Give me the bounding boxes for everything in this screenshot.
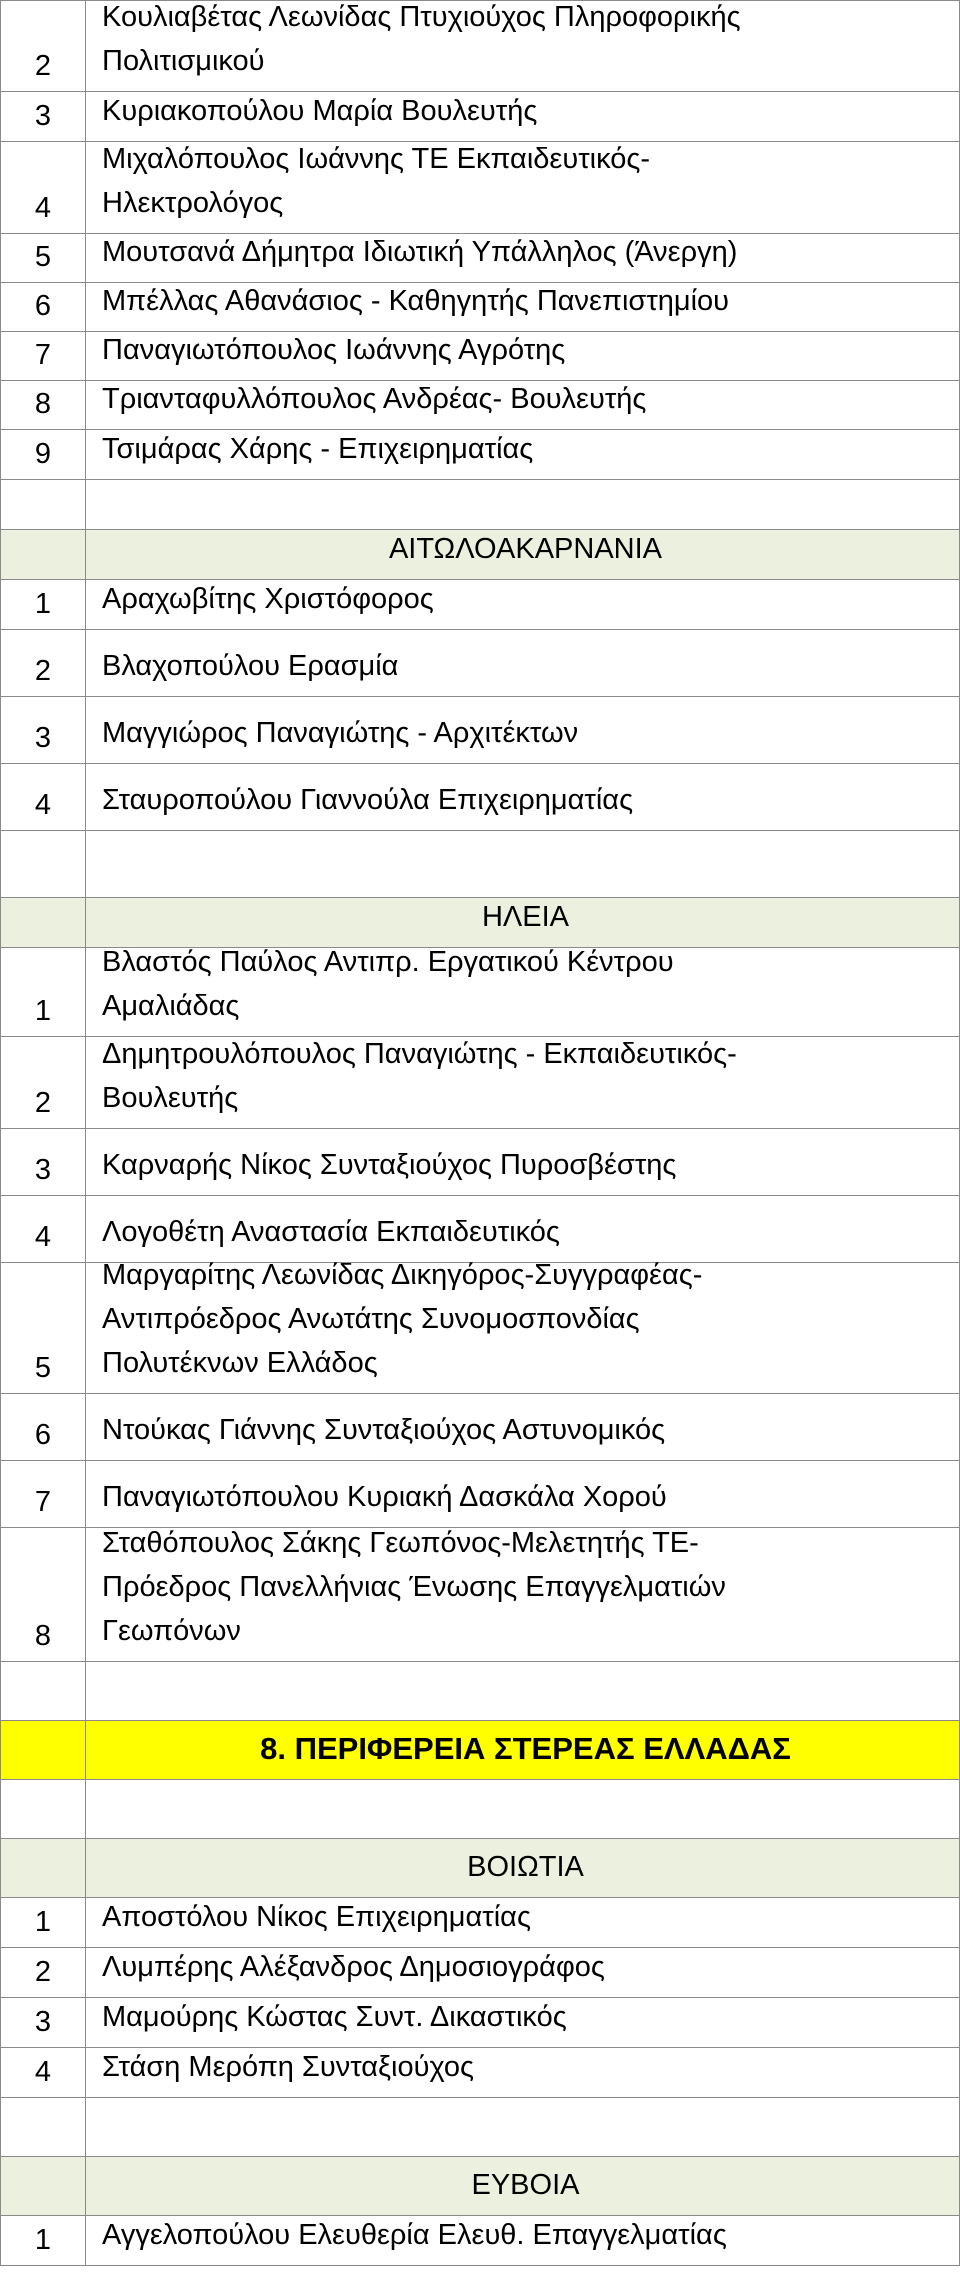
- text-line: ΑΙΤΩΛΟΑΚΑΡΝΑΝΙΑ: [388, 533, 663, 565]
- text-line: Τριανταφυλλόπουλος Ανδρέας- Βουλευτής: [102, 383, 647, 415]
- table-row: [0, 1898, 960, 1948]
- table-row: [0, 92, 960, 142]
- candidate-entry: [86, 1, 960, 91]
- row-number: 6: [0, 283, 86, 331]
- table-row: [0, 332, 960, 381]
- region-title: [86, 1839, 960, 1897]
- row-number: 2: [0, 1, 86, 91]
- table-row: [0, 381, 960, 430]
- region-header-row: [0, 530, 960, 580]
- table-row: [0, 831, 960, 898]
- text-line: Κουλιαβέτας Λεωνίδας Πτυχιούχος Πληροφορικής: [102, 1, 741, 33]
- candidate-entry: [86, 381, 960, 429]
- row-number: 8: [0, 381, 86, 429]
- row-number: 1: [0, 948, 86, 1036]
- candidate-entry: [86, 1394, 960, 1460]
- text-line: Μαμούρης Κώστας Συντ. Δικαστικός: [102, 2001, 567, 2033]
- row-number: [0, 2157, 86, 2215]
- table-row: [0, 764, 960, 831]
- text-line: Καρναρής Νίκος Συνταξιούχος Πυροσβέστης: [102, 1149, 677, 1181]
- table-row: [0, 1394, 960, 1461]
- table-row: [0, 283, 960, 332]
- candidate-entry: [86, 1528, 960, 1661]
- text-line: Γεωπόνων: [102, 1615, 241, 1647]
- candidate-entry: [86, 697, 960, 763]
- row-number: [0, 530, 86, 579]
- candidate-entry: [86, 2048, 960, 2097]
- row-number: [0, 831, 86, 897]
- periphery-header-row: [0, 1721, 960, 1780]
- candidate-entry: [86, 948, 960, 1036]
- row-number: 3: [0, 697, 86, 763]
- candidate-entry: [86, 1037, 960, 1128]
- candidate-entry: [86, 1129, 960, 1195]
- candidate-entry: [86, 92, 960, 141]
- text-line: Μαγγιώρος Παναγιώτης - Αρχιτέκτων: [102, 717, 579, 749]
- table-row: [0, 697, 960, 764]
- text-line: Σταυροπούλου Γιαννούλα Επιχειρηματίας: [102, 784, 634, 816]
- text-line: ΕΥΒΟΙΑ: [471, 2169, 580, 2201]
- text-line: Βλαχοπούλου Ερασμία: [102, 650, 399, 682]
- text-line: Αμαλιάδας: [102, 990, 240, 1022]
- text-line: Πρόεδρος Πανελλήνιας Ένωσης Επαγγελματιών: [102, 1571, 726, 1603]
- row-number: 4: [0, 1196, 86, 1262]
- candidate-entry: [86, 630, 960, 696]
- candidate-entry: [86, 580, 960, 629]
- text-line: Παναγιωτόπουλου Κυριακή Δασκάλα Χορού: [102, 1481, 667, 1513]
- candidate-entry: [86, 1461, 960, 1527]
- candidate-entry: [86, 1259, 960, 1393]
- candidate-entry: [86, 2216, 960, 2265]
- table-row: [0, 1259, 960, 1394]
- row-number: [0, 1721, 86, 1779]
- text-line: Αραχωβίτης Χριστόφορος: [102, 583, 434, 615]
- table-row: [0, 2098, 960, 2157]
- table-row: [0, 2216, 960, 2266]
- table-row: [0, 1948, 960, 1998]
- text-line: Στάση Μερόπη Συνταξιούχος: [102, 2051, 474, 2083]
- text-line: ΗΛΕΙΑ: [481, 901, 570, 933]
- candidate-entry: [86, 332, 960, 380]
- text-line: Δημητρουλόπουλος Παναγιώτης - Εκπαιδευτικός-: [102, 1038, 737, 1070]
- candidate-entry: [86, 1662, 960, 1720]
- text-line: Σταθόπουλος Σάκης Γεωπόνος-Μελετητής ΤΕ-: [102, 1527, 699, 1559]
- text-line: Τσιμάρας Χάρης - Επιχειρηματίας: [102, 433, 534, 465]
- row-number: [0, 480, 86, 529]
- text-line: Πολιτισμικού: [102, 45, 265, 77]
- row-number: 7: [0, 332, 86, 380]
- candidate-entry: [86, 480, 960, 529]
- row-number: 1: [0, 580, 86, 629]
- row-number: 3: [0, 1129, 86, 1195]
- candidate-entry: [86, 1780, 960, 1838]
- table-row: [0, 1037, 960, 1129]
- region-header-row: [0, 1839, 960, 1898]
- row-number: 1: [0, 2216, 86, 2265]
- row-number: 2: [0, 1037, 86, 1128]
- region-title: [86, 1721, 960, 1779]
- text-line: Πολυτέκνων Ελλάδος: [102, 1347, 378, 1379]
- row-number: 1: [0, 1898, 86, 1947]
- table-row: [0, 0, 960, 92]
- candidate-entry: [86, 234, 960, 282]
- row-number: 8: [0, 1528, 86, 1661]
- candidate-entry: [86, 430, 960, 479]
- row-number: [0, 2098, 86, 2156]
- table-row: [0, 234, 960, 283]
- candidate-entry: [86, 283, 960, 331]
- candidate-entry: [86, 764, 960, 830]
- table-row: [0, 1780, 960, 1839]
- row-number: 5: [0, 1263, 86, 1393]
- table-row: [0, 1662, 960, 1721]
- text-line: Μουτσανά Δήμητρα Ιδιωτική Υπάλληλος (Άνεργη): [102, 236, 738, 268]
- table-row: [0, 142, 960, 234]
- row-number: 3: [0, 1998, 86, 2047]
- candidate-entry: [86, 1998, 960, 2047]
- row-number: 6: [0, 1394, 86, 1460]
- candidate-entry: [86, 142, 960, 233]
- text-line: Λυμπέρης Αλέξανδρος Δημοσιογράφος: [102, 1951, 605, 1983]
- row-number: [0, 1780, 86, 1838]
- text-line: Μαργαρίτης Λεωνίδας Δικηγόρος-Συγγραφέας-: [102, 1259, 703, 1291]
- text-line: Αντιπρόεδρος Ανωτάτης Συνομοσπονδίας: [102, 1303, 640, 1335]
- table-row: [0, 948, 960, 1037]
- region-title: [86, 2157, 960, 2215]
- row-number: [0, 1839, 86, 1897]
- row-number: [0, 1662, 86, 1720]
- table-row: [0, 1129, 960, 1196]
- row-number: 4: [0, 764, 86, 830]
- text-line: Αποστόλου Νίκος Επιχειρηματίας: [102, 1901, 531, 1933]
- text-line: 8. ΠΕΡΙΦΕΡΕΙΑ ΣΤΕΡΕΑΣ ΕΛΛΑΔΑΣ: [260, 1731, 791, 1766]
- text-line: Λογοθέτη Αναστασία Εκπαιδευτικός: [102, 1216, 560, 1248]
- table-row: [0, 630, 960, 697]
- candidate-entry: [86, 1898, 960, 1947]
- table-row: [0, 1461, 960, 1528]
- text-line: Κυριακοπούλου Μαρία Βουλευτής: [102, 95, 538, 127]
- table-row: [0, 1998, 960, 2048]
- row-number: 5: [0, 234, 86, 282]
- table-row: [0, 430, 960, 480]
- row-number: 4: [0, 2048, 86, 2097]
- row-number: 4: [0, 142, 86, 233]
- text-line: Βλαστός Παύλος Αντιπρ. Εργατικού Κέντρου: [102, 946, 674, 978]
- candidate-entry: [86, 831, 960, 897]
- text-line: Ηλεκτρολόγος: [102, 187, 284, 219]
- text-line: Μιχαλόπουλος Ιωάννης ΤΕ Εκπαιδευτικός-: [102, 143, 650, 175]
- row-number: 3: [0, 92, 86, 141]
- candidate-entry: [86, 1948, 960, 1997]
- table-row: [0, 580, 960, 630]
- row-number: 9: [0, 430, 86, 479]
- region-header-row: [0, 2157, 960, 2216]
- row-number: 7: [0, 1461, 86, 1527]
- row-number: 2: [0, 1948, 86, 1997]
- text-line: Αγγελοπούλου Ελευθερία Ελευθ. Επαγγελματίας: [102, 2219, 727, 2251]
- text-line: Παναγιωτόπουλος Ιωάννης Αγρότης: [102, 334, 566, 366]
- text-line: Βουλευτής: [102, 1082, 239, 1114]
- text-line: Ντούκας Γιάννης Συνταξιούχος Αστυνομικός: [102, 1414, 666, 1446]
- table-row: [0, 1528, 960, 1662]
- candidate-entry: [86, 2098, 960, 2156]
- table-row: [0, 480, 960, 530]
- text-line: ΒΟΙΩΤΙΑ: [467, 1851, 584, 1883]
- region-title: [86, 530, 960, 579]
- table-row: [0, 2048, 960, 2098]
- row-number: 2: [0, 630, 86, 696]
- text-line: Μπέλλας Αθανάσιος - Καθηγητής Πανεπιστημίου: [102, 285, 730, 317]
- row-number: [0, 898, 86, 947]
